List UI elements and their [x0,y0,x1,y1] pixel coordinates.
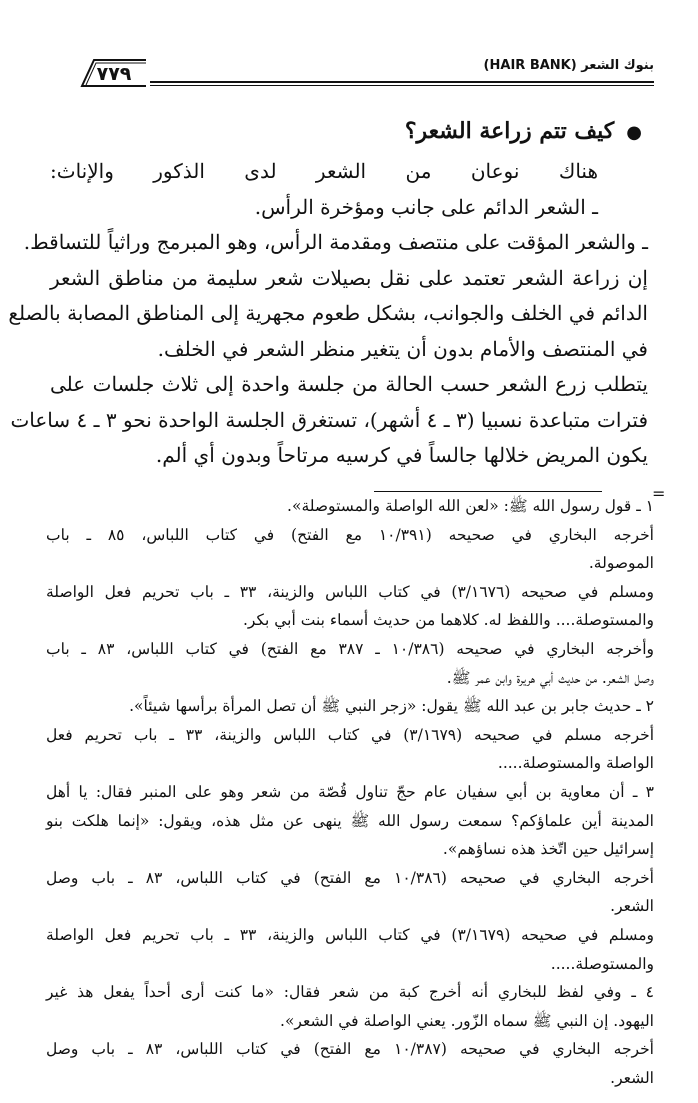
footnote-line: الموصولة. [588,554,654,573]
footnote-line: إسرائيل حين اتّخذ هذه نساؤهم». [442,840,654,859]
body-line: إن زراعة الشعر تعتمد على نقل بصيلات شعر سليمة من مناطق الشعر [50,265,648,290]
footnote-line: الشعر. [610,1068,654,1087]
body-line: في المنتصف والأمام بدون أن يتغير منظر الشعر في الخلف. [157,336,648,361]
footnote-line: ٣ ـ أن معاوية بن أبي سفيان عام حجّ تناول قُصّة من شعر وهو على المنبر فقال: يا أهل [46,782,654,801]
footnote-line: ومسلم في صحيحه (٣/١٦٧٩) في كتاب اللباس والزينة، ٣٣ ـ باب تحريم فعل الواصلة [46,925,654,944]
footnote-line: ٤ ـ وفي لفظ للبخاري أنه أخرج كبة من شعر فقال: «ما كنت أرى أحداً يفعل هذ غير [46,983,654,1002]
body-line: ـ الشعر الدائم على جانب ومؤخرة الرأس. [254,194,598,219]
section-heading-text: كيف تتم زراعة الشعر؟ [404,118,615,144]
body-line: ـ والشعر المؤقت على منتصف ومقدمة الرأس، وهو المبرمج وراثياً للتساقط. [23,230,648,254]
header-rule-thin [150,85,654,86]
footnote-line: والمستوصلة.... واللفظ له. كلاهما من حديث أسماء بنت أبي بكر. [242,611,654,630]
footnotes [46,492,654,1092]
footnote-line: وأخرجه البخاري في صحيحه (١٠/٣٨٦ ـ ٣٨٧ مع الفتح) في كتاب اللباس، ٨٣ ـ باب [46,639,654,658]
footnote-line: ٢ ـ حديث جابر بن عبد الله ﷺ يقول: «زجر النبي ﷺ أن تصل المرأة برأسها شيئاً». [129,697,654,716]
footnote-line: الواصلة والمستوصلة..... [497,754,654,773]
page-number: ٧٧٩ [96,63,132,85]
footnote-line: أخرجه البخاري في صحيحه (١٠/٣٨٦ مع الفتح) في كتاب اللباس، ٨٣ ـ باب وصل [46,868,654,887]
footnote-line: ومسلم في صحيحه (٣/١٦٧٦) في كتاب اللباس والزينة، ٣٣ ـ باب تحريم فعل الواصلة [46,582,654,601]
page-number-box [80,58,148,88]
section-heading [50,110,642,154]
body-line: فترات متباعدة نسبيا (٣ ـ ٤ أشهر)، تستغرق الجلسة الواحدة نحو ٣ ـ ٤ ساعات [10,407,648,432]
footnote-line: أخرجه البخاري في صحيحه (١٠/٣٩١ مع الفتح) في كتاب اللباس، ٨٥ ـ باب [46,525,654,544]
bullet-icon: ● [626,122,642,143]
body-line: الدائم في الخلف والجوانب، بشكل طعوم مجهرية إلى المناطق المصابة بالصلع [8,301,648,325]
header-rule [150,81,654,83]
footnote-line: أخرجه البخاري في صحيحه (١٠/٣٨٧ مع الفتح) في كتاب اللباس، ٨٣ ـ باب وصل [46,1040,654,1059]
main-text [8,110,648,474]
body-line: يتطلب زرع الشعر حسب الحالة من جلسة واحدة إلى ثلاث جلسات على [50,372,648,396]
body-line: يكون المريض خلالها جالساً في كرسيه مرتاحاً وبدون أي ألم. [155,443,648,467]
footnote-line: وصل الشعر. من حديث أبي هريرة وابن عمر ﷺ. [446,668,654,687]
footnote-line: المدينة أين علماؤكم؟ سمعت رسول الله ﷺ ينهى عن مثل هذه، ويقول: «إنما هلكت بنو [46,811,654,830]
footnote-continuation-marker: = [652,484,666,503]
running-header-title: بنوك الشعر (HAIR BANK) [483,58,654,73]
footnote-line: اليهود. إن النبي ﷺ سماه الزّور. يعني الواصلة في الشعر». [280,1011,654,1030]
body-line: هناك نوعان من الشعر لدى الذكور والإناث: [50,159,598,183]
footnote-line: ١ ـ قول رسول الله ﷺ: «لعن الله الواصلة والمستوصلة». [287,497,654,515]
footnote-line: والمستوصلة..... [550,954,654,973]
footnote-line: أخرجه مسلم في صحيحه (٣/١٦٧٩) في كتاب اللباس والزينة، ٣٣ ـ باب تحريم فعل [46,725,655,744]
footnote-line: الشعر. [610,897,654,916]
